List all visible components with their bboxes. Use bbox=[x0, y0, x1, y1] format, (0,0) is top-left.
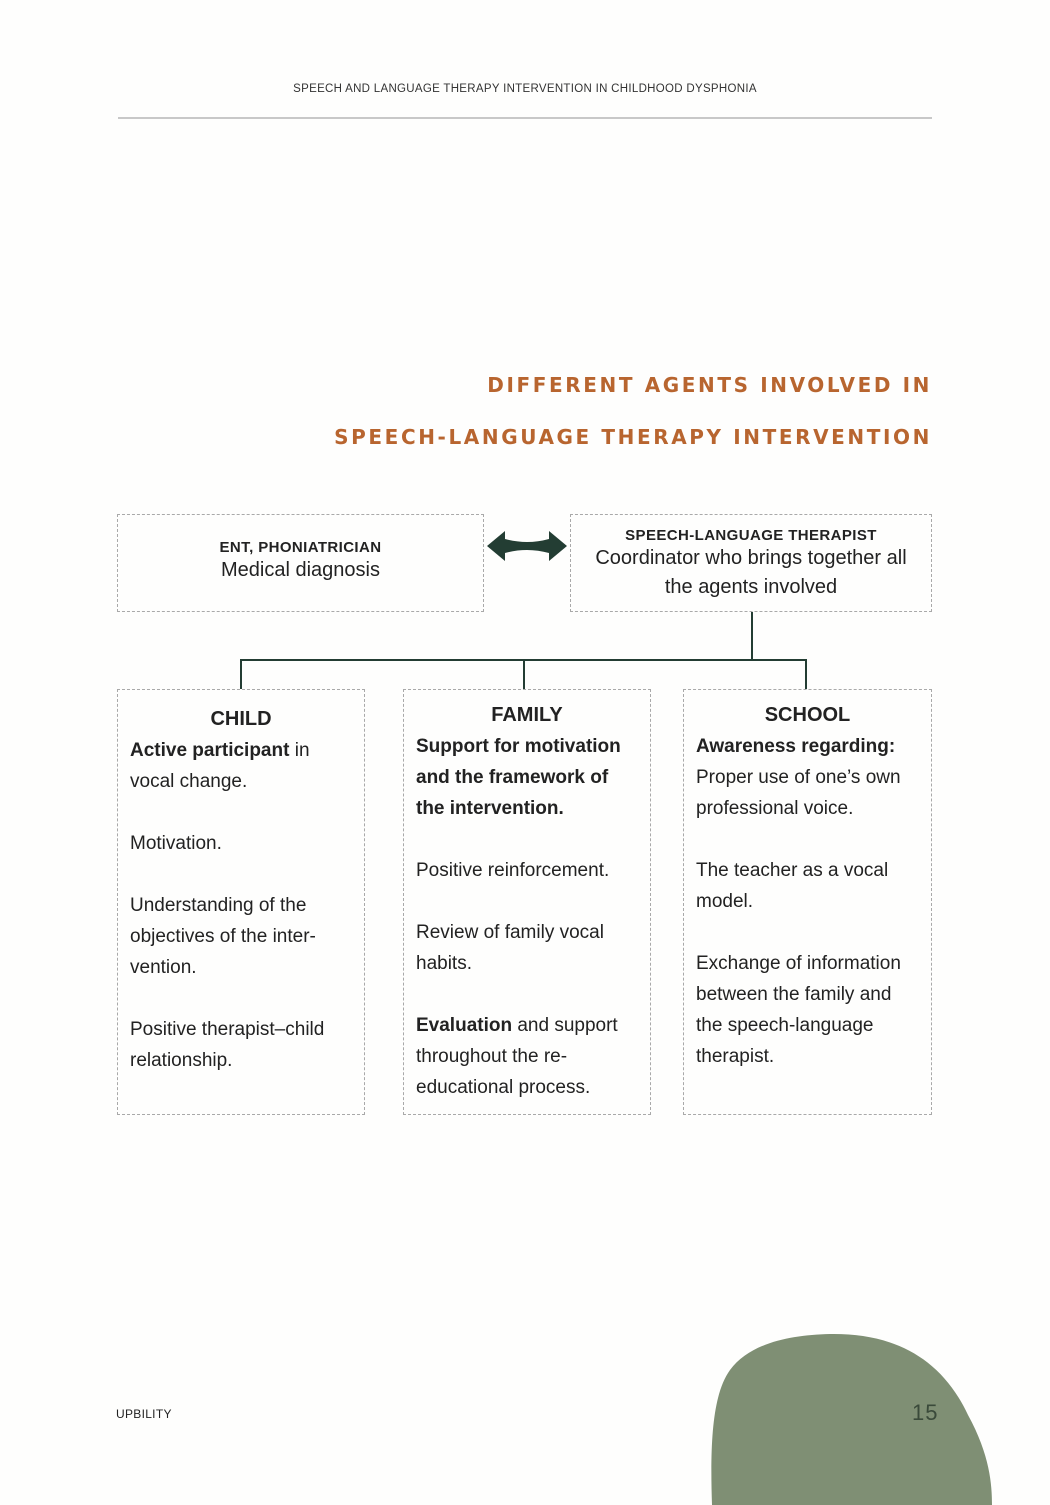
agent-box-school bbox=[683, 689, 932, 1115]
decorative-blob bbox=[700, 1325, 1020, 1505]
connector-to-child bbox=[240, 659, 242, 689]
connector-vertical-trunk bbox=[751, 612, 753, 661]
agent-box-child bbox=[117, 689, 365, 1115]
double-headed-arrow-icon bbox=[485, 529, 569, 563]
connector-to-family bbox=[523, 659, 525, 689]
column-paragraph: The teacher as a vocal model. bbox=[696, 860, 889, 912]
column-paragraph: Support for motivation and the framework of the intervention. bbox=[416, 736, 621, 819]
page-number: 15 bbox=[912, 1400, 939, 1425]
section-title-line-1: DIFFERENT AGENTS INVOLVED IN bbox=[487, 373, 932, 397]
column-paragraph: Understanding of the objectives of the inter-vention. bbox=[130, 895, 316, 978]
column-paragraph: Active participant in vocal change. bbox=[130, 740, 310, 792]
agent-description: Coordinator who brings together all the agents involved bbox=[595, 547, 907, 598]
column-paragraph: Positive reinforcement. bbox=[416, 860, 610, 881]
header-divider bbox=[118, 117, 932, 119]
column-paragraph: Exchange of information between the family and the speech-language therapist. bbox=[696, 953, 901, 1067]
column-title: FAMILY bbox=[491, 704, 563, 726]
agent-box-speech-language-therapist bbox=[570, 514, 932, 612]
column-paragraph: Motivation. bbox=[130, 833, 222, 854]
agent-box-family bbox=[403, 689, 651, 1115]
agent-heading: ENT, PHONIATRICIAN bbox=[219, 539, 382, 556]
connector-to-school bbox=[805, 659, 807, 689]
column-paragraph: Review of family vocal habits. bbox=[416, 922, 604, 974]
agent-description: Medical diagnosis bbox=[221, 559, 380, 581]
column-paragraph: Awareness regarding: Proper use of one’s own professional voice. bbox=[696, 736, 901, 819]
column-title: CHILD bbox=[210, 708, 272, 730]
agent-heading: SPEECH-LANGUAGE THERAPIST bbox=[625, 527, 877, 544]
section-title-line-2: SPEECH-LANGUAGE THERAPY INTERVENTION bbox=[334, 425, 932, 449]
running-header: SPEECH AND LANGUAGE THERAPY INTERVENTION IN CHILDHOOD DYSPHONIA bbox=[293, 83, 757, 95]
column-paragraph: Evaluation and support throughout the re-educational process. bbox=[416, 1015, 618, 1098]
column-paragraph: Positive therapist–child relationship. bbox=[130, 1019, 325, 1071]
column-title: SCHOOL bbox=[764, 704, 851, 726]
footer-brand: UPBILITY bbox=[116, 1407, 172, 1421]
agent-box-ent-phoniatrician bbox=[117, 514, 484, 612]
